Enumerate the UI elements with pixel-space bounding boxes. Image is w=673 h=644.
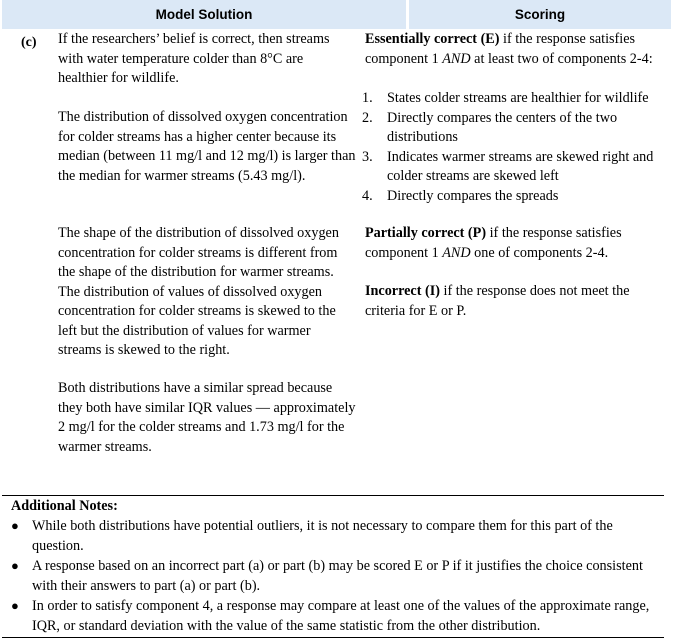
component-number: 4. bbox=[362, 187, 373, 204]
note-item bbox=[11, 516, 666, 556]
bullet-icon: ● bbox=[11, 518, 19, 533]
note-item bbox=[11, 596, 666, 636]
scoring-header bbox=[409, 0, 671, 29]
model-solution-header bbox=[2, 0, 406, 29]
solution-text-3: The shape of the distribution of dissolved oxygen concentration for colder streams is different from the shape of the distribution for warmer streams. The distribution of values of dissolved oxygen concentration for colder streams is skewed to the left but the distribution of values for warmer streams is skewed to the right. bbox=[58, 225, 339, 358]
note-text: While both distributions have potential outliers, it is not necessary to compare them for this part of the question. bbox=[32, 518, 613, 554]
scoring-header-label: Scoring bbox=[514, 7, 566, 22]
component-item bbox=[362, 148, 667, 187]
note-text: A response based on an incorrect part (a) or part (b) may be scored E or P if it justifies the choice consistent with their answers to part (a) or part (b). bbox=[32, 558, 643, 594]
essentially-correct-label: Essentially correct (E) bbox=[365, 31, 500, 47]
solution-text-2: The distribution of dissolved oxygen concentration for colder streams has a higher center because its median (between 11 mg/l and 12 mg/l) is larger than the median for warmer streams (5.43 mg/l). bbox=[58, 109, 356, 184]
solution-paragraph-4 bbox=[58, 379, 356, 457]
partially-correct-text-1: if the response satisfies component 1 bbox=[365, 225, 622, 261]
component-number: 3. bbox=[362, 148, 373, 165]
incorrect-text: if the response does not meet the criteria for E or P. bbox=[365, 283, 630, 319]
solution-paragraph-3 bbox=[58, 224, 356, 361]
note-item bbox=[11, 556, 666, 596]
note-text: In order to satisfy component 4, a response may compare at least one of the values of the approximate range, IQR, or standard deviation with the value of the same statistic from the other distribution. bbox=[32, 598, 650, 634]
essentially-correct-and: AND bbox=[442, 50, 471, 67]
component-number: 2. bbox=[362, 109, 373, 126]
additional-notes bbox=[11, 496, 666, 636]
component-item bbox=[362, 187, 667, 207]
essentially-correct-text-1: if the response satisfies component 1 bbox=[365, 31, 636, 67]
component-text: Directly compares the centers of the two distributions bbox=[387, 109, 618, 145]
notes-bottom-divider bbox=[2, 637, 664, 638]
component-text: States colder streams are healthier for wildlife bbox=[387, 90, 649, 106]
component-item bbox=[362, 89, 667, 109]
partially-correct-label: Partially correct (P) bbox=[365, 225, 487, 241]
component-number: 1. bbox=[362, 90, 373, 106]
component-text: Indicates warmer streams are skewed right and colder streams are skewed left bbox=[387, 148, 654, 184]
bullet-icon: ● bbox=[11, 598, 19, 613]
additional-notes-title: Additional Notes: bbox=[11, 498, 118, 514]
component-item bbox=[362, 109, 667, 148]
essentially-correct-criteria bbox=[365, 30, 665, 69]
component-text: Directly compares the spreads bbox=[387, 187, 559, 204]
incorrect-label: Incorrect (I) bbox=[365, 283, 440, 299]
solution-paragraph-2 bbox=[58, 108, 356, 186]
partially-correct-criteria bbox=[365, 224, 665, 263]
incorrect-criteria bbox=[365, 282, 665, 321]
essentially-correct-text-2: at least two of components 2-4: bbox=[470, 50, 653, 67]
partially-correct-and: AND bbox=[442, 244, 471, 261]
solution-text-4: Both distributions have a similar spread because they both have similar IQR values — approximately 2 mg/l for the colder streams and 1.73 mg/l for the warmer streams. bbox=[58, 380, 356, 455]
bullet-icon: ● bbox=[11, 558, 19, 573]
solution-text-1: If the researchers’ belief is correct, then streams with water temperature colder than 8°C are healthier for wildlife. bbox=[58, 31, 330, 86]
components-list bbox=[362, 89, 667, 206]
model-solution-header-label: Model Solution bbox=[155, 7, 253, 22]
solution-paragraph-1 bbox=[58, 30, 356, 89]
part-label: (c) bbox=[21, 35, 37, 50]
partially-correct-text-2: one of components 2-4. bbox=[470, 244, 609, 261]
